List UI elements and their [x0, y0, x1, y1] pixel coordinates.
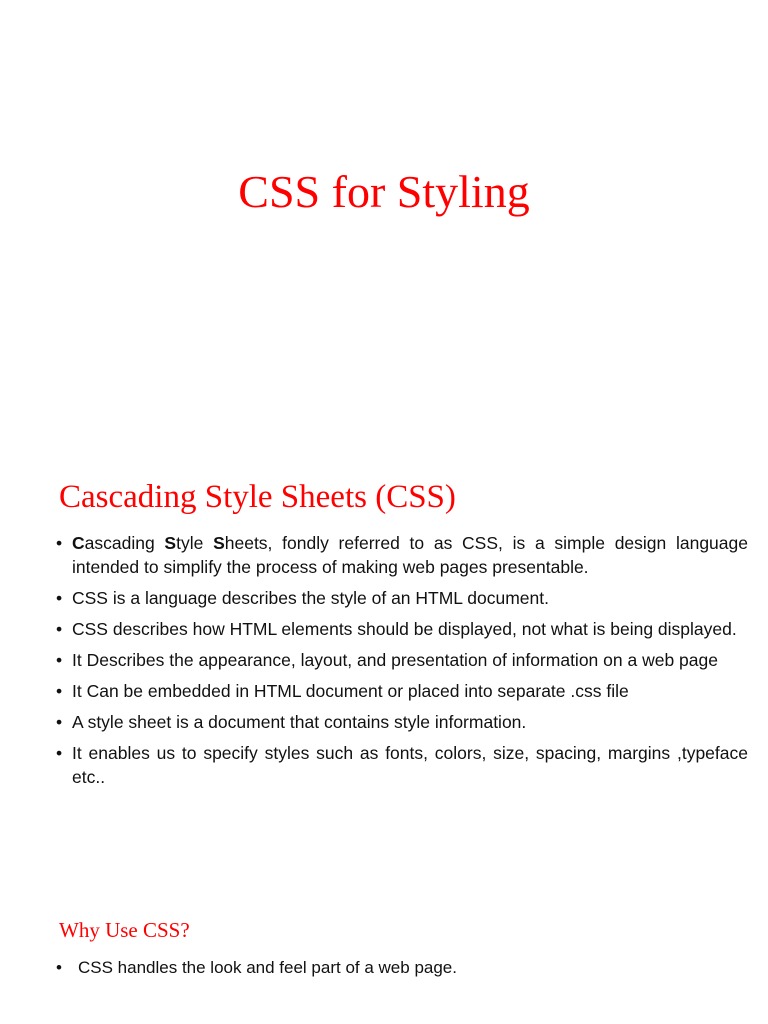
list-item-text: A style sheet is a document that contains style information. [72, 712, 527, 732]
list-item [56, 956, 748, 980]
bullet-icon: • [56, 681, 63, 701]
section-heading-why-use-css: Why Use CSS? [59, 918, 190, 942]
list-item-text: It enables us to specify styles such as fonts, colors, size, spacing, margins ,typeface etc.. [72, 743, 748, 787]
list-item [56, 710, 748, 734]
bullet-icon: • [56, 619, 63, 639]
bullet-list-css-definition [56, 531, 748, 796]
bullet-icon: • [56, 588, 63, 608]
slide-title: CSS for Styling [238, 166, 530, 217]
list-item-text: It Describes the appearance, layout, and presentation of information on a web page [72, 650, 718, 670]
list-item-text: CSS describes how HTML elements should be displayed, not what is being displayed. [72, 619, 737, 639]
bullet-icon: • [56, 712, 63, 732]
bullet-icon: • [56, 533, 63, 553]
list-item [56, 648, 748, 672]
bullet-icon: • [56, 958, 62, 977]
list-item [56, 741, 748, 789]
list-item [56, 531, 748, 579]
section-heading-cascading: Cascading Style Sheets (CSS) [59, 479, 456, 515]
bullet-icon: • [56, 650, 63, 670]
list-item [56, 679, 748, 703]
list-item-text: It Can be embedded in HTML document or placed into separate .css file [72, 681, 629, 701]
list-item-text: CSS handles the look and feel part of a web page. [78, 958, 457, 977]
list-item [56, 586, 748, 610]
bullet-icon: • [56, 743, 63, 763]
list-item [56, 617, 748, 641]
bullet-list-why-css [56, 956, 748, 987]
list-item-text: Cascading Style Sheets, fondly referred to as CSS, is a simple design language intended to simplify the process of making web pages presentable. [72, 533, 748, 577]
list-item-text: CSS is a language describes the style of an HTML document. [72, 588, 549, 608]
